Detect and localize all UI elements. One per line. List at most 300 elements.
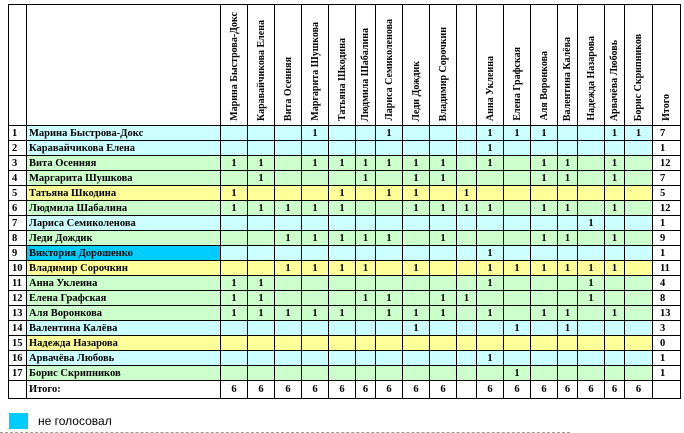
- vote-cell: [605, 291, 625, 306]
- vote-cell: [430, 321, 457, 336]
- vote-cell: [457, 351, 477, 366]
- vote-cell: [302, 186, 329, 201]
- vote-cell: [329, 141, 356, 156]
- vote-cell: 1: [531, 201, 558, 216]
- corner-cell: [9, 5, 27, 126]
- vote-cell: 1: [329, 306, 356, 321]
- candidate-header: [578, 5, 605, 126]
- total-cell: 12: [653, 156, 681, 171]
- vote-cell: [403, 351, 430, 366]
- participant-name: Анна Уклеина: [27, 276, 221, 291]
- vote-cell: [625, 351, 653, 366]
- footer-total: 6: [430, 381, 457, 399]
- vote-cell: [329, 321, 356, 336]
- vote-cell: [504, 306, 531, 321]
- vote-cell: [221, 216, 248, 231]
- vote-cell: 1: [605, 261, 625, 276]
- vote-cell: 1: [376, 306, 403, 321]
- vote-cell: [329, 246, 356, 261]
- table-row: [9, 216, 681, 231]
- vote-cell: [558, 216, 578, 231]
- footer-blank: [653, 381, 681, 399]
- table-row: [9, 321, 681, 336]
- participant-name: Людмила Шабалина: [27, 201, 221, 216]
- row-number: 17: [9, 366, 27, 381]
- row-number: 3: [9, 156, 27, 171]
- candidate-header-label: Борис Скрипников: [633, 33, 644, 121]
- vote-cell: [376, 261, 403, 276]
- vote-cell: [403, 366, 430, 381]
- vote-cell: [625, 186, 653, 201]
- vote-cell: 1: [605, 156, 625, 171]
- vote-cell: [578, 186, 605, 201]
- vote-cell: 1: [477, 246, 504, 261]
- vote-cell: 1: [275, 261, 302, 276]
- vote-cell: 1: [504, 261, 531, 276]
- row-number: 8: [9, 231, 27, 246]
- vote-cell: 1: [457, 186, 477, 201]
- vote-cell: [504, 336, 531, 351]
- vote-cell: [403, 216, 430, 231]
- vote-cell: [625, 141, 653, 156]
- footer-total: 6: [578, 381, 605, 399]
- total-cell: 13: [653, 306, 681, 321]
- vote-cell: [329, 171, 356, 186]
- candidate-header-label: Каравайчикова Елена: [255, 19, 267, 121]
- vote-cell: 1: [430, 171, 457, 186]
- vote-cell: [248, 336, 275, 351]
- vote-cell: [221, 261, 248, 276]
- vote-cell: 1: [457, 291, 477, 306]
- vote-cell: [248, 366, 275, 381]
- table-row: [9, 276, 681, 291]
- vote-cell: [430, 216, 457, 231]
- vote-cell: [504, 156, 531, 171]
- candidate-header-label: Маргарита Шушкова: [309, 22, 321, 121]
- footer-total: 6: [329, 381, 356, 399]
- candidate-header: [329, 5, 356, 126]
- vote-cell: 1: [376, 126, 403, 141]
- vote-cell: [221, 336, 248, 351]
- vote-cell: 1: [376, 156, 403, 171]
- vote-cell: [605, 141, 625, 156]
- vote-cell: [504, 201, 531, 216]
- row-number: 2: [9, 141, 27, 156]
- vote-cell: [477, 291, 504, 306]
- vote-cell: [605, 246, 625, 261]
- vote-cell: [578, 231, 605, 246]
- vote-cell: [531, 291, 558, 306]
- participant-name: Марина Быстрова-Докс: [27, 126, 221, 141]
- vote-cell: 1: [457, 201, 477, 216]
- vote-cell: [403, 276, 430, 291]
- footer-row: [9, 381, 681, 399]
- candidate-header: [504, 5, 531, 126]
- participant-name: Надежда Назарова: [27, 336, 221, 351]
- vote-cell: [504, 216, 531, 231]
- vote-cell: 1: [477, 156, 504, 171]
- vote-cell: 1: [477, 351, 504, 366]
- row-number: 9: [9, 246, 27, 261]
- vote-cell: 1: [531, 126, 558, 141]
- vote-cell: [605, 321, 625, 336]
- vote-cell: [376, 366, 403, 381]
- vote-cell: [578, 246, 605, 261]
- row-number: 1: [9, 126, 27, 141]
- vote-cell: [504, 276, 531, 291]
- vote-cell: [578, 156, 605, 171]
- table-row: [9, 156, 681, 171]
- candidate-header: [605, 5, 625, 126]
- participant-name: Елена Графская: [27, 291, 221, 306]
- vote-cell: 1: [376, 186, 403, 201]
- header-row: [9, 5, 681, 126]
- vote-cell: [558, 291, 578, 306]
- vote-cell: [578, 306, 605, 321]
- vote-cell: [504, 171, 531, 186]
- vote-cell: 1: [356, 156, 376, 171]
- vote-cell: 1: [558, 171, 578, 186]
- candidate-header-label: Аля Воронкова: [538, 51, 550, 121]
- vote-cell: [329, 276, 356, 291]
- vote-cell: [625, 216, 653, 231]
- vote-cell: [302, 351, 329, 366]
- vote-cell: [531, 351, 558, 366]
- vote-cell: [302, 216, 329, 231]
- legend: [9, 413, 112, 429]
- vote-cell: 1: [221, 306, 248, 321]
- vote-cell: 1: [302, 231, 329, 246]
- vote-cell: [275, 291, 302, 306]
- candidate-header-label: Валентина Калёва: [562, 36, 573, 121]
- vote-cell: 1: [531, 231, 558, 246]
- vote-cell: [578, 321, 605, 336]
- vote-cell: [605, 276, 625, 291]
- candidate-header: [477, 5, 504, 126]
- table-row: [9, 171, 681, 186]
- participant-name: Татьяна Шкодина: [27, 186, 221, 201]
- vote-cell: 1: [477, 276, 504, 291]
- vote-cell: [376, 321, 403, 336]
- row-number: 7: [9, 216, 27, 231]
- vote-cell: [625, 366, 653, 381]
- participant-name: Борис Скрипников: [27, 366, 221, 381]
- vote-cell: [248, 261, 275, 276]
- footer-total: 6: [221, 381, 248, 399]
- vote-cell: [376, 216, 403, 231]
- row-number: 12: [9, 291, 27, 306]
- vote-cell: [558, 276, 578, 291]
- vote-cell: 1: [477, 126, 504, 141]
- table-row: [9, 186, 681, 201]
- candidate-header-label: Людмила Шабалина: [360, 27, 371, 121]
- candidate-header-label: Марина Быстрова-Докс: [228, 12, 240, 121]
- vote-cell: [625, 336, 653, 351]
- vote-cell: 1: [504, 366, 531, 381]
- vote-cell: 1: [221, 201, 248, 216]
- vote-cell: 1: [248, 201, 275, 216]
- vote-cell: [329, 126, 356, 141]
- corner-cell: [27, 5, 221, 126]
- total-cell: 1: [653, 216, 681, 231]
- vote-cell: [605, 336, 625, 351]
- footer-total: 6: [403, 381, 430, 399]
- vote-cell: [504, 186, 531, 201]
- vote-cell: 1: [248, 291, 275, 306]
- vote-cell: [248, 321, 275, 336]
- vote-cell: [302, 246, 329, 261]
- vote-cell: 1: [477, 201, 504, 216]
- vote-cell: [625, 291, 653, 306]
- vote-cell: [430, 126, 457, 141]
- legend-swatch: [9, 413, 28, 429]
- row-number: 11: [9, 276, 27, 291]
- vote-cell: 1: [531, 306, 558, 321]
- vote-cell: [275, 321, 302, 336]
- vote-cell: 1: [578, 216, 605, 231]
- total-cell: 12: [653, 201, 681, 216]
- candidate-header-label: Надежда Назарова: [585, 36, 597, 121]
- participant-name: Лариса Семиколенова: [27, 216, 221, 231]
- total-cell: 8: [653, 291, 681, 306]
- vote-cell: [248, 141, 275, 156]
- footer-total: 6: [477, 381, 504, 399]
- vote-cell: [302, 171, 329, 186]
- vote-cell: [248, 231, 275, 246]
- vote-cell: 1: [558, 201, 578, 216]
- table-row: [9, 126, 681, 141]
- total-cell: 3: [653, 321, 681, 336]
- table-row: [9, 201, 681, 216]
- vote-cell: [625, 156, 653, 171]
- candidate-header: [625, 5, 653, 126]
- vote-cell: [221, 126, 248, 141]
- vote-cell: [248, 186, 275, 201]
- vote-cell: 1: [248, 171, 275, 186]
- vote-cell: [457, 321, 477, 336]
- vote-cell: 1: [558, 306, 578, 321]
- vote-cell: [558, 186, 578, 201]
- vote-cell: [275, 171, 302, 186]
- vote-cell: 1: [558, 231, 578, 246]
- table-row: [9, 366, 681, 381]
- total-cell: 7: [653, 126, 681, 141]
- vote-cell: [457, 216, 477, 231]
- vote-cell: [558, 246, 578, 261]
- vote-cell: [275, 141, 302, 156]
- vote-cell: 1: [558, 321, 578, 336]
- vote-cell: 1: [504, 321, 531, 336]
- candidate-header-label: Владимир Сорочкин: [437, 26, 449, 121]
- total-cell: 1: [653, 351, 681, 366]
- vote-cell: 1: [605, 126, 625, 141]
- vote-cell: 1: [477, 306, 504, 321]
- total-cell: 1: [653, 141, 681, 156]
- vote-cell: 1: [403, 171, 430, 186]
- candidate-header-label: Вита Осенняя: [282, 56, 294, 121]
- vote-cell: [625, 276, 653, 291]
- vote-cell: [457, 261, 477, 276]
- vote-cell: [504, 246, 531, 261]
- vote-cell: [329, 216, 356, 231]
- vote-cell: [430, 141, 457, 156]
- vote-cell: 1: [302, 261, 329, 276]
- vote-cell: [430, 186, 457, 201]
- vote-cell: [221, 321, 248, 336]
- vote-cell: [403, 141, 430, 156]
- vote-cell: [477, 231, 504, 246]
- row-number: 14: [9, 321, 27, 336]
- participant-name: Каравайчикова Елена: [27, 141, 221, 156]
- candidate-header: [275, 5, 302, 126]
- vote-cell: 1: [329, 156, 356, 171]
- candidate-header: [403, 5, 430, 126]
- vote-cell: [248, 246, 275, 261]
- vote-cell: [275, 186, 302, 201]
- table-row: [9, 336, 681, 351]
- vote-cell: 1: [477, 261, 504, 276]
- vote-cell: [275, 366, 302, 381]
- vote-cell: 1: [403, 201, 430, 216]
- vote-cell: 1: [356, 231, 376, 246]
- vote-cell: 1: [221, 156, 248, 171]
- vote-cell: [356, 246, 376, 261]
- vote-cell: 1: [430, 291, 457, 306]
- vote-cell: [302, 276, 329, 291]
- vote-cell: [457, 171, 477, 186]
- vote-cell: [248, 126, 275, 141]
- vote-cell: 1: [578, 291, 605, 306]
- vote-cell: [356, 141, 376, 156]
- vote-cell: [558, 126, 578, 141]
- vote-cell: 1: [356, 171, 376, 186]
- participant-name: Аля Воронкова: [27, 306, 221, 321]
- vote-cell: [430, 261, 457, 276]
- vote-cell: 1: [403, 156, 430, 171]
- candidate-header: [248, 5, 275, 126]
- candidate-header: [531, 5, 558, 126]
- candidate-header-label: Татьяна Шкодина: [336, 38, 348, 121]
- vote-cell: 1: [531, 261, 558, 276]
- vote-cell: [578, 141, 605, 156]
- vote-cell: [457, 366, 477, 381]
- participant-name: Валентина Калёва: [27, 321, 221, 336]
- vote-cell: [329, 351, 356, 366]
- vote-cell: 1: [605, 171, 625, 186]
- vote-cell: [376, 141, 403, 156]
- vote-cell: [356, 321, 376, 336]
- candidate-header: [376, 5, 403, 126]
- vote-cell: 1: [605, 201, 625, 216]
- vote-cell: [403, 291, 430, 306]
- vote-cell: [531, 366, 558, 381]
- vote-cell: [356, 336, 376, 351]
- vote-cell: [403, 336, 430, 351]
- vote-cell: [329, 366, 356, 381]
- vote-cell: [605, 351, 625, 366]
- vote-cell: [558, 351, 578, 366]
- vote-cell: [457, 276, 477, 291]
- vote-cell: [248, 351, 275, 366]
- vote-cell: [221, 231, 248, 246]
- vote-cell: [275, 351, 302, 366]
- vote-cell: 1: [504, 126, 531, 141]
- vote-cell: 1: [403, 321, 430, 336]
- vote-cell: 1: [477, 141, 504, 156]
- candidate-header: [356, 5, 376, 126]
- vote-cell: 1: [329, 261, 356, 276]
- vote-cell: [221, 171, 248, 186]
- participant-name: Вита Осенняя: [27, 156, 221, 171]
- vote-cell: 1: [558, 156, 578, 171]
- vote-cell: [531, 336, 558, 351]
- candidate-header-label: Анна Уклеина: [484, 55, 496, 121]
- vote-cell: [625, 306, 653, 321]
- candidate-header-label: Лариса Семиколенова: [383, 19, 395, 121]
- vote-cell: [302, 336, 329, 351]
- vote-cell: [356, 126, 376, 141]
- table-row: [9, 306, 681, 321]
- vote-cell: [578, 171, 605, 186]
- vote-cell: [477, 171, 504, 186]
- vote-cell: [356, 186, 376, 201]
- candidate-header: [430, 5, 457, 126]
- vote-cell: 1: [578, 276, 605, 291]
- footer-total: 6: [356, 381, 376, 399]
- vote-cell: [477, 321, 504, 336]
- vote-cell: [531, 321, 558, 336]
- candidate-header: [221, 5, 248, 126]
- vote-cell: [477, 366, 504, 381]
- vote-cell: 1: [248, 276, 275, 291]
- vote-cell: [605, 186, 625, 201]
- table-row: [9, 291, 681, 306]
- vote-cell: [578, 351, 605, 366]
- vote-cell: 1: [248, 156, 275, 171]
- footer-total: 6: [504, 381, 531, 399]
- vote-cell: 1: [430, 201, 457, 216]
- vote-cell: 1: [221, 186, 248, 201]
- vote-cell: [356, 366, 376, 381]
- vote-cell: [558, 366, 578, 381]
- vote-cell: [275, 126, 302, 141]
- vote-cell: [248, 216, 275, 231]
- vote-cell: [376, 201, 403, 216]
- footer-total: 6: [605, 381, 625, 399]
- vote-cell: 1: [302, 156, 329, 171]
- footer-total: 6: [248, 381, 275, 399]
- total-cell: 5: [653, 186, 681, 201]
- vote-cell: [430, 351, 457, 366]
- vote-cell: 1: [221, 291, 248, 306]
- vote-cell: [625, 171, 653, 186]
- vote-cell: [531, 216, 558, 231]
- vote-cell: [477, 336, 504, 351]
- participant-name: Виктория Дорошенко: [27, 246, 221, 261]
- total-cell: 7: [653, 171, 681, 186]
- total-cell: 0: [653, 336, 681, 351]
- candidate-header: [558, 5, 578, 126]
- vote-cell: [302, 366, 329, 381]
- vote-cell: 1: [403, 261, 430, 276]
- vote-cell: 1: [376, 231, 403, 246]
- total-header: [653, 5, 681, 126]
- vote-cell: 1: [531, 156, 558, 171]
- vote-cell: 1: [221, 276, 248, 291]
- footer-total: 6: [275, 381, 302, 399]
- vote-cell: [356, 306, 376, 321]
- vote-cell: [275, 336, 302, 351]
